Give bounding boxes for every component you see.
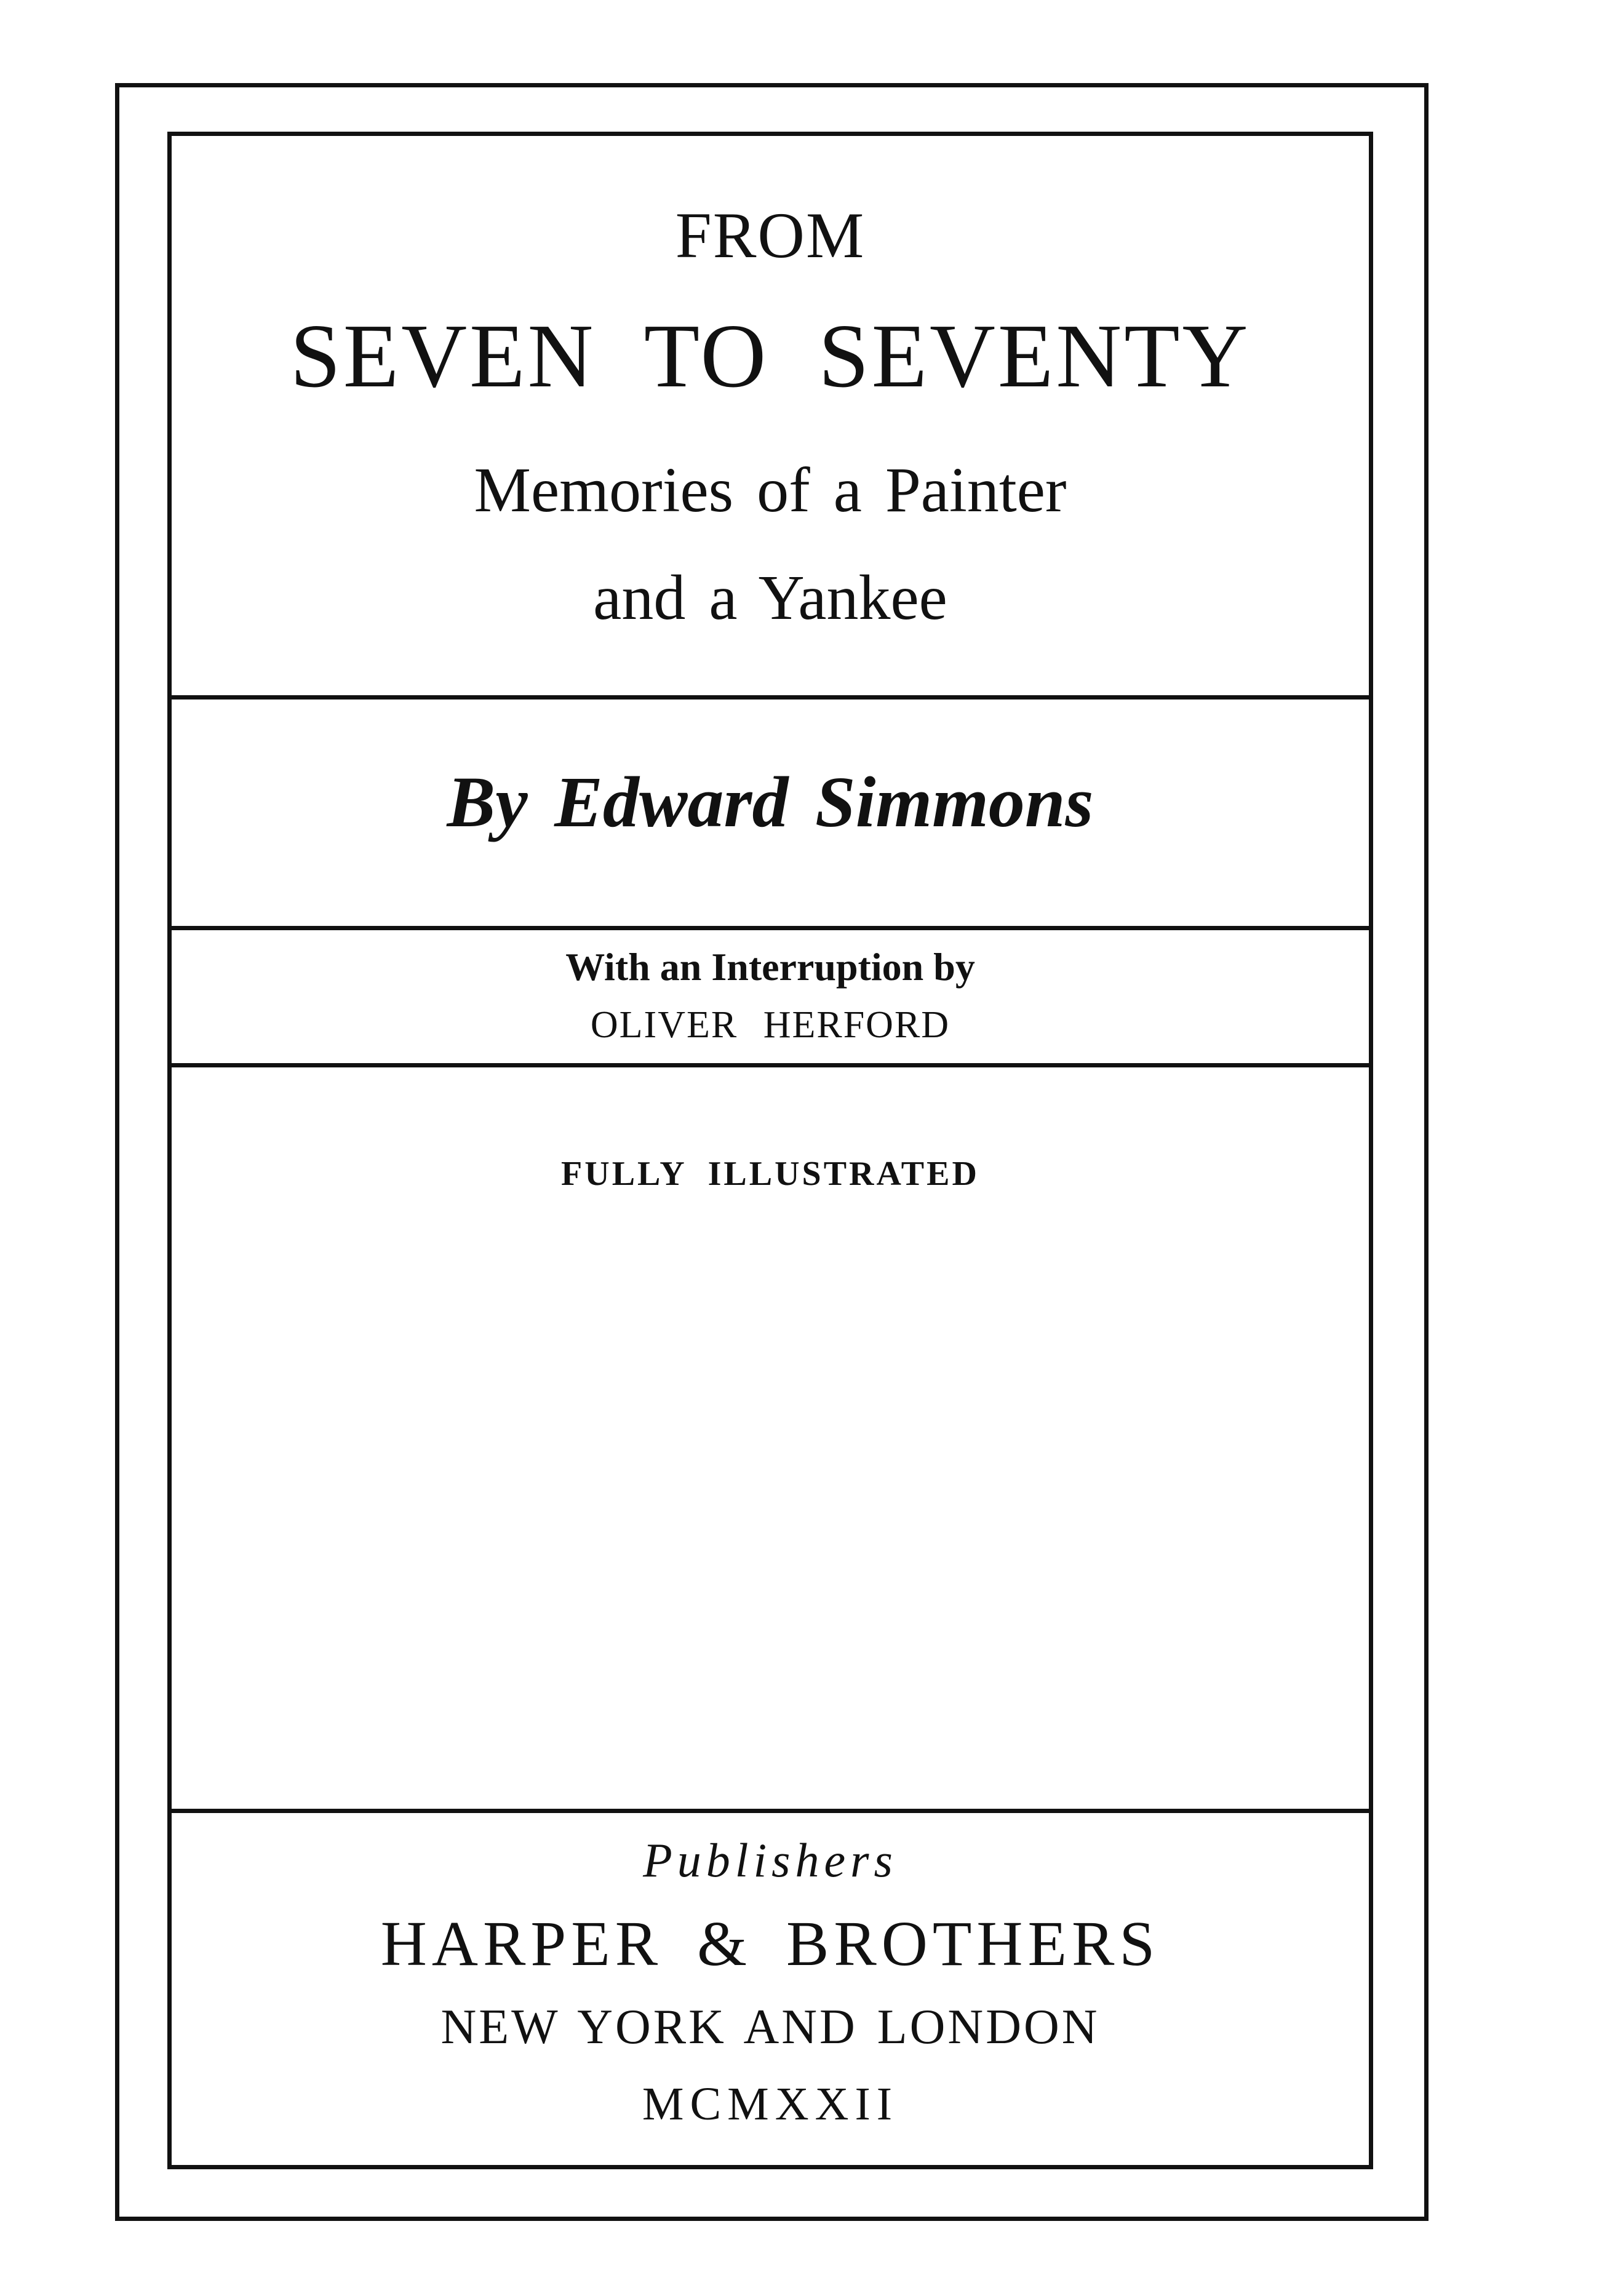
publisher-name: HARPER & BROTHERS [380,1908,1160,1979]
divider-author-interruption [167,926,1373,930]
publication-year: MCMXXII [642,2078,899,2130]
illustrated-note: FULLY ILLUSTRATED [561,1155,979,1193]
title-prefix: FROM [675,199,866,271]
divider-illustrated-publisher [167,1809,1373,1813]
divider-title-author [167,695,1373,700]
interruption-credit-name: OLIVER HERFORD [590,1004,950,1046]
subtitle-line-1: Memories of a Painter [474,455,1067,525]
publishers-label: Publishers [643,1833,898,1887]
author-byline: By Edward Simmons [447,762,1094,842]
publisher-place: NEW YORK AND LONDON [440,2000,1100,2054]
divider-interruption-illustrated [167,1063,1373,1067]
interruption-credit-label: With an Interruption by [565,945,975,989]
book-title: SEVEN TO SEVENTY [290,306,1251,407]
subtitle-line-2: and a Yankee [593,562,947,633]
